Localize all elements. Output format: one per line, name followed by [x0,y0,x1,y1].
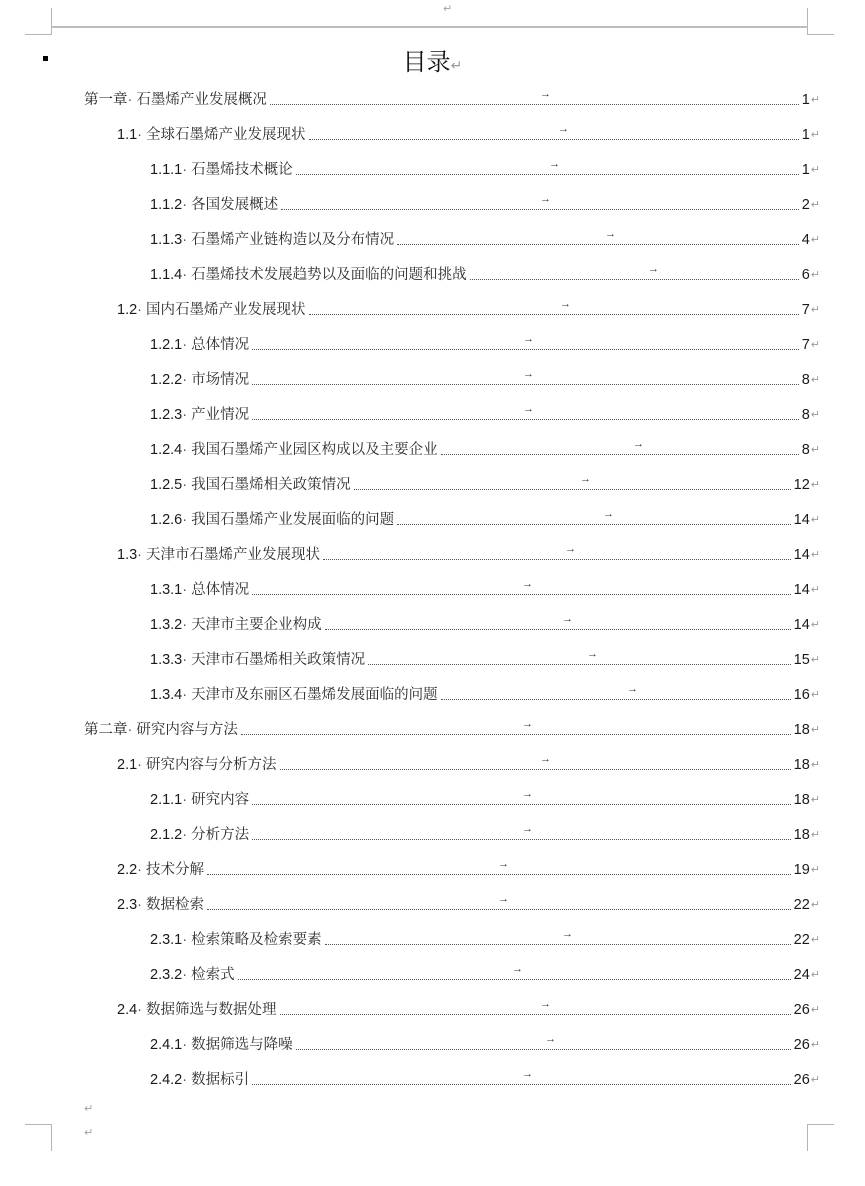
tab-dot: · [137,299,142,321]
toc-entry-number: 2.4 [117,999,137,1021]
toc-entry-page: 22 [794,894,810,916]
toc-entry-page: 18 [794,754,810,776]
toc-entry[interactable] [150,369,820,391]
tab-arrow-icon: → [523,334,534,345]
toc-entry-page: 22 [794,929,810,951]
toc-entry-title: 技术分解 [146,859,204,881]
dot-leader [238,979,791,980]
tab-dot: · [182,684,187,706]
dot-leader [241,734,791,735]
dot-leader [368,664,791,665]
tab-arrow-icon: → [565,544,576,555]
tab-arrow-icon: → [540,754,551,765]
toc-entry-title: 我国石墨烯产业发展面临的问题 [191,509,394,531]
toc-entry-number: 1.1 [117,124,137,146]
dot-leader [252,349,799,350]
toc-entry-page: 14 [794,579,810,601]
tab-arrow-icon: → [560,299,571,310]
tab-dot: · [182,964,187,986]
tab-arrow-icon: → [540,999,551,1010]
toc-entry[interactable] [117,754,820,776]
dot-leader [281,209,799,210]
toc-entry-number: 1.2.2 [150,369,182,391]
dot-leader [280,1014,791,1015]
tab-dot: · [137,859,142,881]
paragraph-mark: ↵ [811,684,820,706]
toc-entry[interactable] [150,404,820,426]
toc-entry-page: 8 [802,439,810,461]
paragraph-mark: ↵ [811,229,820,251]
paragraph-mark: ↵ [811,1069,820,1091]
toc-entry-page: 7 [802,299,810,321]
toc-entry-number: 2.4.2 [150,1069,182,1091]
dot-leader [252,1084,791,1085]
paragraph-mark: ↵ [811,404,820,426]
tab-arrow-icon: → [522,789,533,800]
dot-leader [252,384,799,385]
empty-paragraph-mark: ↵ [84,1126,93,1139]
tab-arrow-icon: → [522,579,533,590]
tab-arrow-icon: → [498,894,509,905]
toc-entry-number: 1.3.3 [150,649,182,671]
tab-dot: · [137,124,142,146]
tab-dot: · [182,159,187,181]
tab-arrow-icon: → [580,474,591,485]
toc-entry-page: 8 [802,404,810,426]
empty-paragraph-mark: ↵ [84,1102,93,1115]
toc-entry-number: 2.2 [117,859,137,881]
toc-entry-page: 6 [802,264,810,286]
toc-entry-page: 18 [794,719,810,741]
toc-entry-page: 18 [794,789,810,811]
toc-entry[interactable] [150,929,820,951]
toc-entry-number: 2.3 [117,894,137,916]
toc-entry-page: 26 [794,1069,810,1091]
dot-leader [323,559,791,560]
tab-arrow-icon: → [512,964,523,975]
toc-entry-page: 18 [794,824,810,846]
tab-arrow-icon: → [562,614,573,625]
tab-dot: · [182,509,187,531]
toc-entry[interactable] [150,439,820,461]
tab-arrow-icon: → [540,89,551,100]
toc-entry-title: 数据检索 [146,894,204,916]
dot-leader [296,1049,791,1050]
toc-entry-number: 1.1.2 [150,194,182,216]
tab-dot: · [128,89,133,111]
dot-leader [309,139,799,140]
paragraph-mark: ↵ [811,859,820,881]
toc-entry-page: 7 [802,334,810,356]
paragraph-mark: ↵ [811,439,820,461]
tab-dot: · [182,369,187,391]
toc-entry-page: 26 [794,1034,810,1056]
tab-dot: · [137,754,142,776]
crop-mark-bottom-right-vertical [807,1124,808,1151]
dot-leader [354,489,791,490]
dot-leader [470,279,799,280]
paragraph-mark: ↵ [811,474,820,496]
toc-entry[interactable] [150,964,820,986]
tab-arrow-icon: → [540,194,551,205]
toc-entry-title: 我国石墨烯产业园区构成以及主要企业 [191,439,438,461]
toc-entry-title: 数据筛选与降噪 [191,1034,293,1056]
tab-arrow-icon: → [523,404,534,415]
dot-leader [270,104,799,105]
toc-entry[interactable] [84,89,820,111]
dot-leader [207,874,791,875]
toc-entry-page: 24 [794,964,810,986]
paragraph-mark: ↵ [811,159,820,181]
toc-entry-number: 2.1.2 [150,824,182,846]
toc-entry-number: 2.1.1 [150,789,182,811]
toc-entry-page: 15 [794,649,810,671]
toc-entry[interactable] [84,719,820,741]
toc-entry-number: 1.1.4 [150,264,182,286]
paragraph-mark: ↵ [811,544,820,566]
toc-entry-title: 研究内容与方法 [136,719,238,741]
paragraph-mark: ↵ [811,299,820,321]
tab-arrow-icon: → [562,929,573,940]
paragraph-mark: ↵ [811,509,820,531]
toc-entry-number: 1.2.6 [150,509,182,531]
tab-dot: · [128,719,133,741]
toc-entry[interactable] [150,1034,820,1056]
tab-arrow-icon: → [549,159,560,170]
toc-entry-title: 产业情况 [191,404,249,426]
tab-arrow-icon: → [523,369,534,380]
toc-entry-number: 1.2.4 [150,439,182,461]
crop-mark-top-left-horizontal [25,34,52,35]
toc-entry[interactable] [150,264,820,286]
toc-entry[interactable] [150,334,820,356]
tab-dot: · [182,614,187,636]
toc-entry-title: 各国发展概述 [191,194,278,216]
toc-entry[interactable] [117,859,820,881]
toc-entry-page: 1 [802,124,810,146]
toc-entry[interactable] [117,999,820,1021]
tab-arrow-icon: → [627,684,638,695]
crop-mark-top-right-vertical [807,8,808,35]
paragraph-mark: ↵ [811,89,820,111]
toc-entry-page: 26 [794,999,810,1021]
toc-entry-title: 石墨烯产业链构造以及分布情况 [191,229,394,251]
toc-entry-title: 全球石墨烯产业发展现状 [146,124,306,146]
paragraph-mark: ↵ [811,789,820,811]
toc-entry-page: 14 [794,614,810,636]
toc-entry[interactable] [117,544,820,566]
toc-entry-number: 1.2 [117,299,137,321]
toc-entry-title: 天津市主要企业构成 [191,614,322,636]
paragraph-mark: ↵ [811,929,820,951]
toc-entry[interactable] [117,894,820,916]
toc-entry[interactable] [117,124,820,146]
toc-entry[interactable] [150,649,820,671]
tab-dot: · [182,929,187,951]
toc-entry-number: 1.2.3 [150,404,182,426]
crop-mark-bottom-left-horizontal [25,1124,52,1125]
dot-leader [252,839,791,840]
tab-arrow-icon: → [522,824,533,835]
toc-title-text: 目录 [403,49,451,76]
paragraph-mark: ↵ [811,334,820,356]
paragraph-mark: ↵ [811,194,820,216]
tab-dot: · [182,439,187,461]
toc-entry-title: 天津市石墨烯相关政策情况 [191,649,365,671]
toc-entry[interactable] [117,299,820,321]
toc-entry-number: 1.2.5 [150,474,182,496]
dot-leader [441,699,791,700]
tab-arrow-icon: → [633,439,644,450]
dot-leader [296,174,799,175]
tab-dot: · [182,194,187,216]
paragraph-mark: ↵ [811,1034,820,1056]
tab-dot: · [182,404,187,426]
toc-entry[interactable] [150,614,820,636]
toc-entry[interactable] [150,194,820,216]
paragraph-mark: ↵ [811,824,820,846]
toc-entry-page: 4 [802,229,810,251]
tab-arrow-icon: → [603,509,614,520]
toc-entry-title: 石墨烯技术发展趋势以及面临的问题和挑战 [191,264,467,286]
paragraph-mark: ↵ [811,964,820,986]
toc-entry-number: 第一章 [84,89,128,111]
dot-leader [252,419,799,420]
toc-entry-title: 我国石墨烯相关政策情况 [191,474,351,496]
toc-title [0,42,865,77]
tab-arrow-icon: → [605,229,616,240]
toc-entry-number: 2.3.1 [150,929,182,951]
dot-leader [252,804,791,805]
paragraph-mark: ↵ [811,999,820,1021]
paragraph-mark: ↵ [811,719,820,741]
dot-leader [397,524,791,525]
toc-entry-page: 14 [794,544,810,566]
toc-entry-number: 2.4.1 [150,1034,182,1056]
toc-entry-page: 19 [794,859,810,881]
toc-entry[interactable] [150,684,820,706]
toc-entry[interactable] [150,509,820,531]
dot-leader [325,629,791,630]
dot-leader [207,909,791,910]
toc-entry-title: 数据筛选与数据处理 [146,999,277,1021]
toc-entry[interactable] [150,579,820,601]
toc-entry-page: 1 [802,159,810,181]
toc-entry-title: 国内石墨烯产业发展现状 [146,299,306,321]
tab-dot: · [182,649,187,671]
toc-entry-page: 2 [802,194,810,216]
toc-entry-number: 第二章 [84,719,128,741]
crop-mark-bottom-left-vertical [51,1124,52,1151]
toc-entry-page: 8 [802,369,810,391]
toc-entry-number: 1.3.4 [150,684,182,706]
toc-entry-title: 检索式 [191,964,235,986]
toc-entry-title: 总体情况 [191,334,249,356]
tab-dot: · [137,999,142,1021]
tab-arrow-icon: → [648,264,659,275]
tab-dot: · [182,1034,187,1056]
toc-entry-title: 检索策略及检索要素 [191,929,322,951]
toc-entry-number: 1.3.2 [150,614,182,636]
paragraph-mark: ↵ [811,369,820,391]
toc-entry[interactable] [150,789,820,811]
toc-entry-number: 1.1.3 [150,229,182,251]
paragraph-mark: ↵ [811,894,820,916]
toc-entry-page: 16 [794,684,810,706]
toc-entry[interactable] [150,159,820,181]
toc-entry-page: 1 [802,89,810,111]
paragraph-mark: ↵ [811,579,820,601]
tab-dot: · [182,334,187,356]
paragraph-mark: ↵ [451,57,463,73]
header-paragraph-mark: ↵ [443,2,452,15]
paragraph-mark: ↵ [811,614,820,636]
tab-dot: · [182,789,187,811]
dot-leader [252,594,791,595]
tab-arrow-icon: → [558,124,569,135]
toc-entry-title: 分析方法 [191,824,249,846]
crop-mark-bottom-right-horizontal [807,1124,834,1125]
toc-entry-number: 1.1.1 [150,159,182,181]
header-border-line [51,26,808,28]
toc-entry[interactable] [150,1069,820,1091]
paragraph-mark: ↵ [811,124,820,146]
toc-entry-number: 2.1 [117,754,137,776]
tab-arrow-icon: → [498,859,509,870]
paragraph-mark: ↵ [811,754,820,776]
tab-dot: · [137,894,142,916]
toc-entry[interactable] [150,229,820,251]
tab-arrow-icon: → [545,1034,556,1045]
paragraph-mark: ↵ [811,649,820,671]
tab-dot: · [182,1069,187,1091]
dot-leader [325,944,791,945]
toc-entry-title: 总体情况 [191,579,249,601]
toc-entry-page: 14 [794,509,810,531]
toc-entry-title: 天津市及东丽区石墨烯发展面临的问题 [191,684,438,706]
toc-entry-title: 石墨烯技术概论 [191,159,293,181]
tab-dot: · [182,824,187,846]
toc-entry-page: 12 [794,474,810,496]
tab-arrow-icon: → [522,719,533,730]
tab-dot: · [182,229,187,251]
toc-entry-number: 1.3 [117,544,137,566]
toc-entry[interactable] [150,474,820,496]
tab-arrow-icon: → [522,1069,533,1080]
tab-dot: · [182,579,187,601]
toc-entry[interactable] [150,824,820,846]
dot-leader [309,314,799,315]
crop-mark-top-left-vertical [51,8,52,35]
crop-mark-top-right-horizontal [807,34,834,35]
toc-entry-title: 研究内容与分析方法 [146,754,277,776]
tab-dot: · [182,474,187,496]
dot-leader [441,454,799,455]
dot-leader [280,769,791,770]
toc-entry-title: 市场情况 [191,369,249,391]
tab-arrow-icon: → [587,649,598,660]
paragraph-mark: ↵ [811,264,820,286]
toc-entry-title: 天津市石墨烯产业发展现状 [146,544,320,566]
tab-dot: · [137,544,142,566]
toc-entry-number: 1.3.1 [150,579,182,601]
toc-entry-number: 2.3.2 [150,964,182,986]
dot-leader [397,244,799,245]
toc-entry-title: 研究内容 [191,789,249,811]
tab-dot: · [182,264,187,286]
toc-entry-number: 1.2.1 [150,334,182,356]
toc-entry-title: 石墨烯产业发展概况 [136,89,267,111]
toc-entry-title: 数据标引 [191,1069,249,1091]
